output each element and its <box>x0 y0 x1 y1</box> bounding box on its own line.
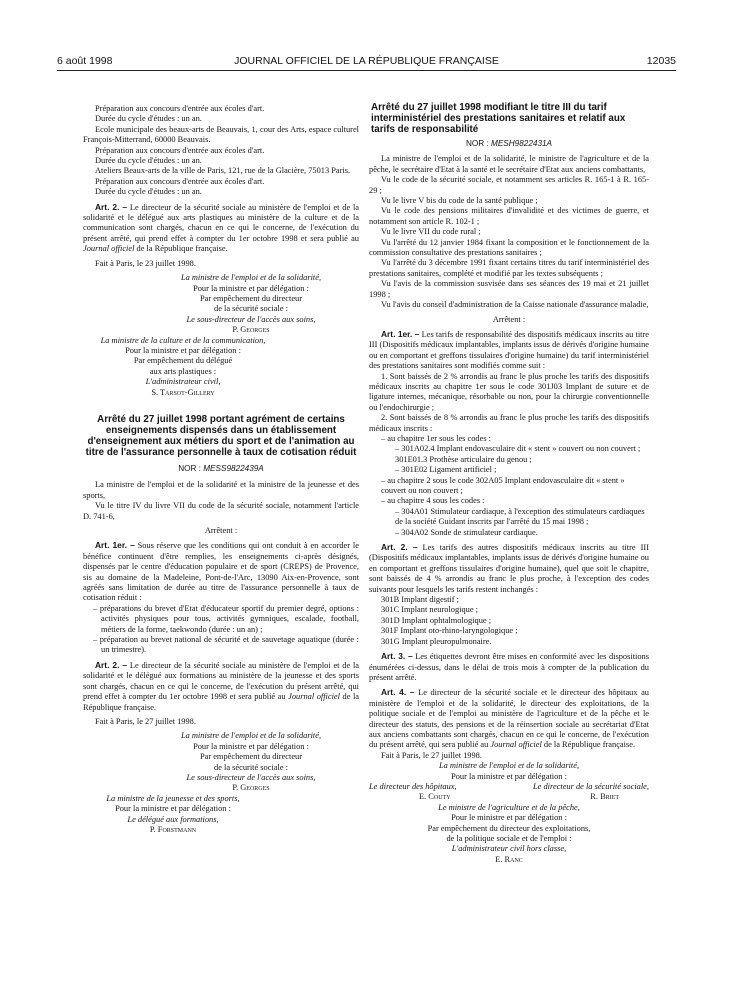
article-label: Art. 4. – <box>381 687 415 698</box>
article-label: Art. 1er. – <box>95 540 135 551</box>
left-column <box>83 104 359 835</box>
page-header <box>57 55 676 69</box>
right-column <box>369 102 649 865</box>
article-label: Art. 1er. – <box>381 328 420 339</box>
list-item: – au chapitre 4 sous les codes : <box>381 496 485 506</box>
signature-block: La ministre de la culture et de la communication, Pour la ministre et par délégation : Par empêchement du délégué aux arts plastiques : L'administrateur civil, S. Tarsot-Gillery <box>83 336 283 398</box>
signature-block: La ministre de l'emploi et de la solidarité, Pour la ministre et par délégation : Le directeur des hôpitaux, Le directeur de la sécurité sociale, E. Couty R. Briet Le ministre de l'agriculture et de la pêche, Pour le ministre et par délégation : Par empêchement du directeur des exploitations, de la politique sociale et de l'emploi : L'administrateur civil hors classe, E. Ranc <box>369 761 649 864</box>
arretent-heading: Arrêtent : <box>492 314 526 324</box>
paragraph: La ministre de l'emploi et de la solidarité et la ministre de la jeunesse et des sports, <box>83 480 359 500</box>
header-date: 6 août 1998 <box>57 55 113 67</box>
list-item: – 301E02 Ligament artificiel ; <box>395 465 497 475</box>
article-label: Art. 2. – <box>95 201 128 212</box>
paragraph: Vu le titre IV du livre VII du code de la sécurité sociale, notamment l'article D. 741-6, <box>83 501 359 521</box>
signatory-name: P. Georges <box>232 783 270 793</box>
fait-date: Fait à Paris, le 23 juillet 1998. <box>95 258 196 268</box>
paragraph: Préparation aux concours d'entrée aux écoles d'art. <box>95 176 265 186</box>
signature-block: La ministre de la jeunesse et des sports, Pour la ministre et par délégation : Le délégué aux formations, P. Forstmann <box>83 794 263 836</box>
nor-reference: NOR : MESS9822439A <box>178 463 264 473</box>
arretent-heading: Arrêtent : <box>204 526 238 535</box>
paragraph: Ateliers Beaux-arts de la ville de Paris, 121, rue de la Glacière, 75013 Paris. <box>95 166 351 176</box>
paragraph: Préparation aux concours d'entrée aux écoles d'art. <box>95 104 265 113</box>
decree-title: Arrêté du 27 juillet 1998 modifiant le titre III du tarif interministériel des prestations sanitaires et relatif aux tarifs de responsabilité <box>371 102 626 135</box>
signatory-name: S. Tarsot-Gillery <box>151 387 215 397</box>
paragraph: Vu le code de la sécurité sociale, et notamment ses articles R. 165-1 à R. 165-29 ; <box>369 175 649 195</box>
paragraph: Durée du cycle d'études : un an. <box>95 114 202 124</box>
article-label: Art. 3. – <box>381 651 413 662</box>
article-2: Art. 2. – Le directeur de la sécurité sociale au ministère de l'emploi et de la solidarité et le délégué aux formations au ministère de la jeunesse et des sports sont chargés, chacun en ce qui le concerne, de l'exécution du présent arrêté, qui prend effet à compter du 1er octobre 1998 et sera publié au Journal officiel de la République française. <box>83 659 360 712</box>
list-item: – 301A02.4 Implant endovasculaire dit « stent » couvert ou non couvert ; <box>395 444 641 454</box>
header-journal-title: JOURNAL OFFICIEL DE LA RÉPUBLIQUE FRANÇAISE <box>234 55 499 67</box>
code-item: 301F Implant oto-rhino-laryngologique ; <box>381 626 518 636</box>
signatory-name: R. Briet <box>590 792 619 802</box>
paragraph: Vu le livre V bis du code de la santé publique ; <box>381 196 538 206</box>
paragraph: Vu le livre VII du code rural ; <box>381 227 481 237</box>
code-item: 301B Implant digestif ; <box>381 595 459 605</box>
paragraph: La ministre de l'emploi et de la solidarité, le ministre de l'agriculture et de la pêche, le secrétaire d'Etat à la santé et le secrétaire d'Etat aux anciens combattants, <box>369 154 649 174</box>
fait-date: Fait à Paris, le 27 juillet 1998. <box>381 750 482 760</box>
signature-block: La ministre de l'emploi et de la solidarité, Pour la ministre et par délégation : Par empêchement du directeur de la sécurité sociale : Le sous-directeur de l'accès aux soins, P. Georges <box>83 731 359 793</box>
paragraph: Durée du cycle d'études : un an. <box>95 156 202 166</box>
header-rule <box>57 70 676 71</box>
paragraph: Vu l'arrêté du 12 janvier 1984 fixant la composition et le fonctionnement de la commission consultative des prestations sanitaires ; <box>369 237 649 258</box>
paragraph: Préparation aux concours d'entrée aux écoles d'art. <box>95 145 265 155</box>
paragraph: Ecole municipale des beaux-arts de Beauvais, 1, cour des Arts, espace culturel François-Mitterrand, 60000 Beauvais. <box>83 124 359 145</box>
paragraph: Vu l'arrêté du 3 décembre 1991 fixant certains titres du tarif interministériel des prestations sanitaires, complété et modifié par les textes subséquents ; <box>369 258 649 278</box>
code-item: 301G Implant pleuropulmonaire. <box>381 636 492 646</box>
article-2: Art. 2. – Le directeur de la sécurité sociale au ministère de l'emploi et de la solidarité et le délégué aux arts plastiques au ministère de la culture et de la communication sont chargés, chacun en ce qui le concerne, de l'exécution du présent arrêté, qui prend effet à compter du 1er octobre 1998 et sera publié au Journal officiel de la République française. <box>83 201 359 254</box>
paragraph: Durée du cycle d'études : un an. <box>95 187 202 197</box>
signatory-name: E. Couty <box>419 792 451 802</box>
list-item: – 304A02 Sonde de stimulateur cardiaque. <box>395 527 538 537</box>
list-item: – 304A01 Stimulateur cardiaque, à l'exception des stimulateurs cardiaques de la société Guidant inscrits par l'arrêté du 15 mai 1998 ; <box>395 506 645 527</box>
paragraph: Vu le code des pensions militaires d'invalidité et des victimes de guerre, et notamment son article R. 102-1 ; <box>369 206 649 226</box>
article-1: Art. 1er. – Sous réserve que les conditions qui ont conduit à en accorder le bénéfice continuent d'être remplies, les enseignements ci-après désignés, dispensés par le centre d'éducation populaire et de sport (CREPS) de Provence, sis au domaine de la Madeleine, Pont-de-l'Arc, 13090 Aix-en-Provence, sont agréés sans limitation de durée au titre de l'assurance personnelle à taux de cotisation réduit : <box>83 540 359 603</box>
header-page-number: 12035 <box>646 55 676 67</box>
article-3: Art. 3. – Les étiquettes devront être mises en conformité avec les dispositions énumérées ci-dessus, dans le délai de trois mois à compter de la publication du présent arrêté. <box>369 651 649 682</box>
code-item: 301C Implant neurologique ; <box>381 605 478 615</box>
list-item: – au chapitre 2 sous le code 302A05 Implant endovasculaire dit « stent » couvert ou non couvert ; <box>381 475 625 495</box>
article-1: Art. 1er. – Les tarifs de responsabilité des dispositifs médicaux inscrits au titre III (Dispositifs médicaux implantables, implants issus de dérivés d'origine humaine ou en comportant et greffons tissulaires d'origine humaine) du tarif interministériel des prestations sanitaires sont modifiés comme suit : <box>369 328 649 371</box>
list-item: – préparations du brevet d'Etat d'éducateur sportif du premier degré, options : activités physiques pour tous, activités gymniques, escalade, football, métiers de la forme, taekwondo (durée : un an) ; <box>93 603 359 634</box>
article-4: Art. 4. – Le directeur de la sécurité sociale et le directeur des hôpitaux au ministère de l'emploi et de la solidarité, le directeur des exploitations, de la politique sociale et de l'emploi au ministère de l'agriculture et de la pêche et le directeur des statuts, des pensions et de la réinsertion sociale au secrétariat d'Etat aux anciens combattants sont chargés, chacun en ce qui le concerne, de l'exécution du présent arrêté, qui sera publié au Journal officiel de la République française. <box>369 687 649 750</box>
signature-block: La ministre de l'emploi et de la solidarité, Pour la ministre et par délégation : Par empêchement du directeur de la sécurité sociale : Le sous-directeur de l'accès aux soins, P. Georges <box>83 273 359 335</box>
signatory-name: P. Georges <box>232 325 270 335</box>
paragraph: Vu l'avis de la commission susvisée dans ses séances des 19 mai et 21 juillet 1998 ; <box>369 279 649 299</box>
list-item: – préparation au brevet national de sécurité et de sauvetage aquatique (durée : un trimestre). <box>93 635 359 655</box>
decree-title: Arrêté du 27 juillet 1998 portant agrément de certains enseignements dispensés dans un établissement d'enseignement aux métiers du sport et de l'animation au titre de l'assurance personnelle à taux de cotisation réduit <box>85 413 357 458</box>
signatory-name: E. Ranc <box>495 854 523 864</box>
article-label: Art. 2. – <box>95 659 128 670</box>
signatory-name: P. Forstmann <box>149 824 197 834</box>
article-label: Art. 2. – <box>381 542 418 553</box>
list-item: 301E01.3 Prothèse articulaire du genou ; <box>395 454 532 464</box>
list-item: – au chapitre 1er sous les codes : <box>381 433 492 443</box>
paragraph: 2. Sont baissés de 8 % arrondis au franc le plus proche les tarifs des dispositifs médicaux inscrits : <box>369 413 649 433</box>
paragraph: 1. Sont baissés de 2 % arrondis au franc le plus proche les tarifs des dispositifs médicaux inscrits au chapitre 1er sous le code 301J03 Implant de suture et de ligature internes, mécanique, résorbable ou non, pour la chirurgie conventionnelle ou l'endochirurgie ; <box>369 371 649 412</box>
paragraph: Vu l'avis du conseil d'administration de la Caisse nationale d'assurance maladie, <box>381 300 649 310</box>
fait-date: Fait à Paris, le 27 juillet 1998. <box>95 716 196 726</box>
nor-reference: NOR : MESH9822431A <box>465 139 553 148</box>
article-2: Art. 2. – Les tarifs des autres dispositifs médicaux inscrits au titre III (Dispositifs médicaux implantables, implants issus de dérivés d'origine humaine ou en comportant et greffons tissulaires d'origine humaine), quel que soit le chapitre, sont baissés de 4 % arrondis au franc le plus proche, à l'exception des codes suivants pour lesquels les tarifs restent inchangés : <box>369 542 649 594</box>
code-item: 301D Implant ophtalmologique ; <box>381 615 492 625</box>
